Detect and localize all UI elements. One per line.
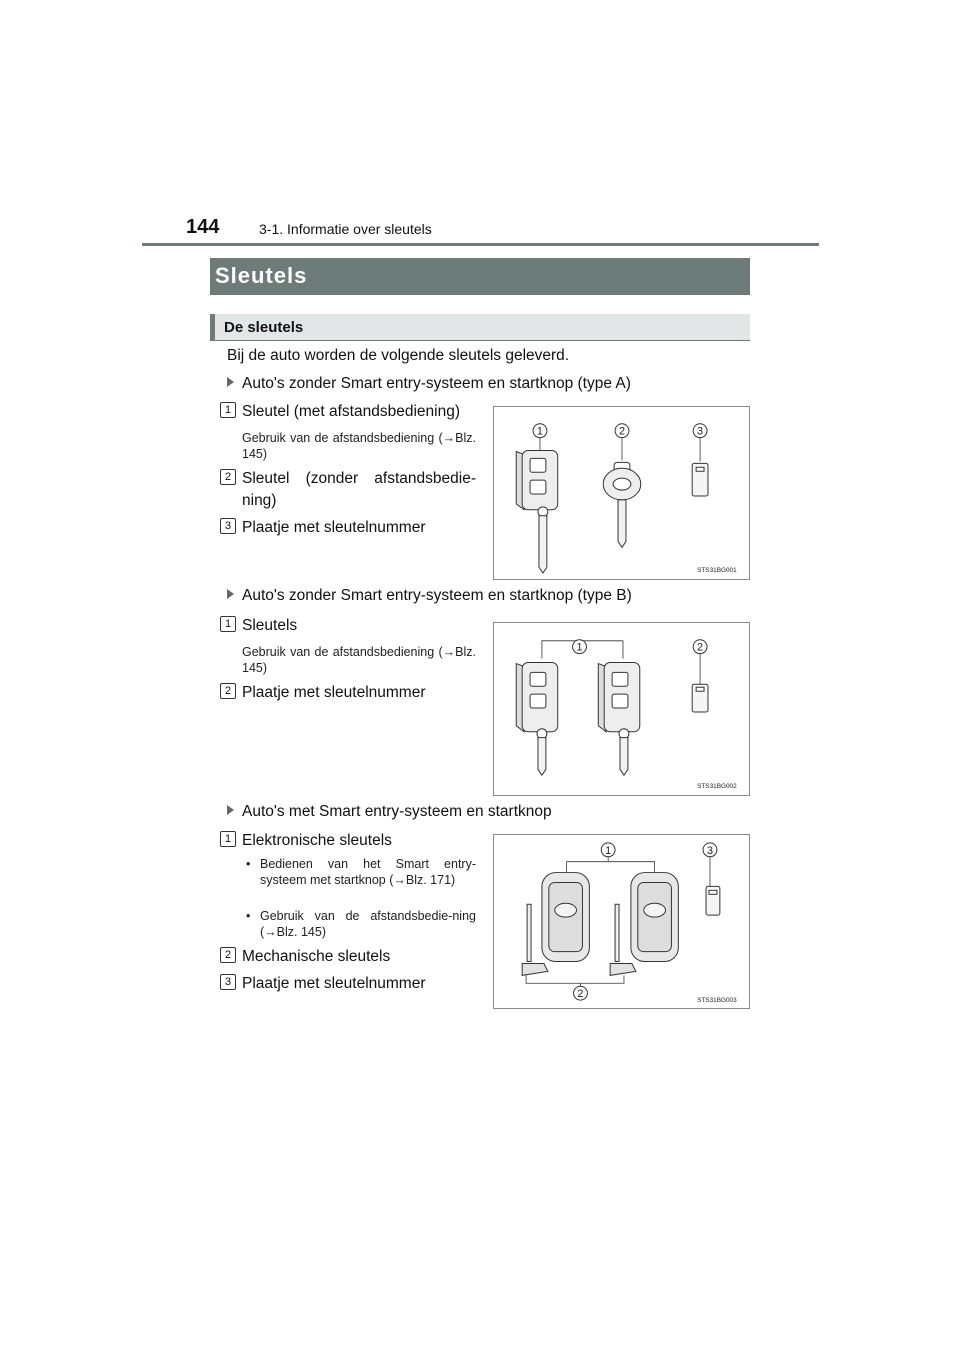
remote-key-icon bbox=[598, 663, 640, 776]
item-number-badge: 2 bbox=[220, 683, 236, 699]
figure-code: STS31BG002 bbox=[697, 783, 737, 791]
item-number-badge: 1 bbox=[220, 616, 236, 632]
variant-heading-smart-entry bbox=[227, 803, 552, 821]
item-note: Gebruik van de afstandsbediening (→Blz. 145) bbox=[242, 431, 476, 461]
item-label: Mechanische sleutels bbox=[242, 948, 391, 965]
item-bullet: • Gebruik van de afstandsbedie-ning (→Blz. 145) bbox=[246, 908, 476, 940]
key-number-plate-icon bbox=[692, 463, 708, 496]
item-number-badge: 1 bbox=[220, 402, 236, 418]
callout-label: 3 bbox=[697, 425, 704, 438]
figure-keys-type-a bbox=[493, 406, 750, 580]
item-bullet: • Bedienen van het Smart entry-systeem met startknop (→Blz. 171) bbox=[246, 856, 476, 888]
item-label: Plaatje met sleutelnummer bbox=[242, 975, 426, 992]
remote-key-icon bbox=[516, 663, 558, 776]
callout-label: 1 bbox=[576, 641, 583, 654]
smart-key-icon bbox=[631, 873, 678, 962]
figure-code: STS31BG001 bbox=[697, 567, 737, 575]
figure-keys-type-a-illustration bbox=[494, 407, 749, 579]
plain-key-icon bbox=[603, 462, 641, 547]
subsection-title: De sleutels bbox=[224, 319, 304, 336]
item-number-badge: 3 bbox=[220, 974, 236, 990]
callout-label: 2 bbox=[697, 641, 704, 654]
item-label: Sleutel (met afstandsbediening) bbox=[242, 403, 460, 420]
subsection-bar bbox=[210, 314, 215, 341]
triangle-bullet-icon bbox=[227, 805, 234, 815]
item-label: Plaatje met sleutelnummer bbox=[242, 684, 426, 701]
triangle-bullet-icon bbox=[227, 589, 234, 599]
item-label: Sleutels bbox=[242, 617, 298, 634]
item-label: Elektronische sleutels bbox=[242, 832, 392, 849]
intro-text: Bij de auto worden de volgende sleutels geleverd. bbox=[227, 347, 570, 364]
callout-label: 1 bbox=[536, 425, 543, 438]
variant-heading-type-b bbox=[227, 587, 632, 605]
figure-keys-smart-entry bbox=[493, 834, 750, 1009]
item-label: Sleutel (zonder afstandsbedie-ning) bbox=[242, 470, 476, 509]
running-header: 3-1. Informatie over sleutels bbox=[259, 221, 432, 237]
variant-heading-text: Auto's zonder Smart entry-systeem en startknop (type A) bbox=[242, 375, 631, 392]
callout-label: 1 bbox=[605, 844, 612, 857]
triangle-bullet-icon bbox=[227, 377, 234, 387]
page-number: 144 bbox=[186, 216, 220, 238]
variant-heading-type-a bbox=[227, 375, 631, 393]
variant-heading-text: Auto's met Smart entry-systeem en startknop bbox=[242, 803, 552, 820]
item-number-badge: 2 bbox=[220, 469, 236, 485]
callout-label: 2 bbox=[618, 425, 626, 438]
figure-keys-type-b-illustration bbox=[494, 623, 749, 795]
section-title: Sleutels bbox=[210, 258, 750, 295]
key-number-plate-icon bbox=[706, 886, 720, 915]
callout-label: 2 bbox=[577, 988, 584, 1001]
variant-heading-text: Auto's zonder Smart entry-systeem en startknop (type B) bbox=[242, 587, 632, 604]
subsection-header bbox=[210, 314, 750, 341]
smart-key-icon bbox=[542, 873, 589, 962]
item-number-badge: 3 bbox=[220, 518, 236, 534]
remote-key-icon bbox=[516, 450, 558, 573]
item-label: Plaatje met sleutelnummer bbox=[242, 519, 426, 536]
figure-keys-type-b bbox=[493, 622, 750, 796]
item-number-badge: 1 bbox=[220, 831, 236, 847]
callout-label: 3 bbox=[706, 844, 714, 857]
key-number-plate-icon bbox=[692, 684, 708, 712]
item-number-badge: 2 bbox=[220, 947, 236, 963]
header-rule bbox=[142, 243, 819, 246]
item-note: Gebruik van de afstandsbediening (→Blz. 145) bbox=[242, 645, 476, 675]
figure-keys-smart-entry-illustration bbox=[494, 835, 749, 1008]
figure-code: STS31BG003 bbox=[697, 997, 737, 1005]
